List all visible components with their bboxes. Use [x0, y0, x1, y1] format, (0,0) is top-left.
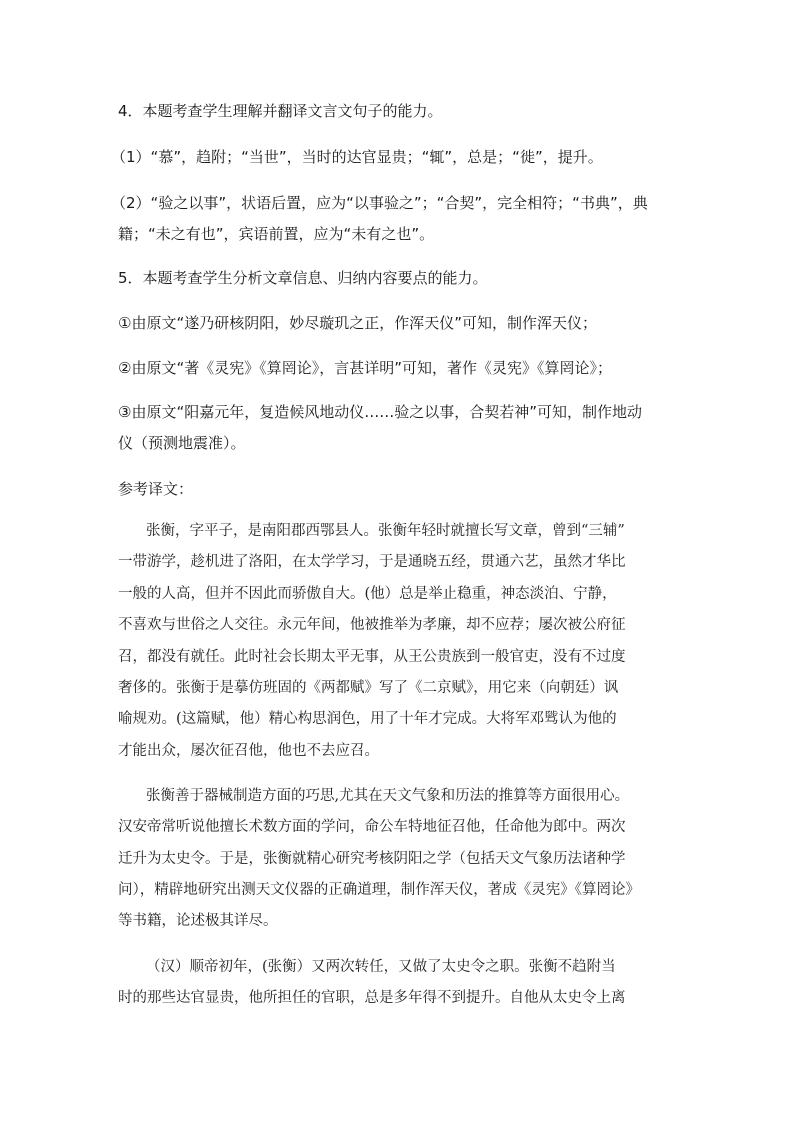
translation-p2-line: 等书籍，论述极其详尽。: [118, 913, 278, 929]
translation-p2-line: 张衡善于器械制造方面的巧思,尤其在天文气象和历法的推算等方面很用心。: [146, 788, 630, 804]
translation-p1-line: 喻规劝。(这篇赋，他）精心构思润色，用了十年才完成。大将军邓骘认为他的: [118, 711, 617, 727]
translation-p1-line: 召，都没有就任。此时社会长期太平无事，从王公贵族到一般官吏，没有不过度: [118, 649, 626, 665]
translation-p1-line: 奢侈的。张衡于是摹仿班固的《两都赋》写了《二京赋》，用它来（向朝廷）讽: [118, 680, 619, 696]
q4-item-2-line-2: 籍；“未之有也”，宾语前置，应为“未有之也”。: [118, 225, 435, 243]
translation-p2-line: 迁升为太史令。于是，张衡就精心研究考核阴阳之学（包括天文气象历法诸种学: [118, 851, 626, 867]
q4-item-1: （1）“慕”，趋附；“当世”，当时的达官显贵；“辄”，总是；“徙”，提升。: [111, 148, 603, 166]
translation-p1-line: 一带游学，趁机进了洛阳，在太学学习，于是通晓五经，贯通六艺，虽然才华比: [118, 554, 626, 570]
translation-p3-line: 时的那些达官显贵，他所担任的官职，总是多年得不到提升。自他从太史令上离: [118, 990, 626, 1006]
translation-p1-line: 张衡，字平子，是南阳郡西鄂县人。张衡年轻时就擅长写文章，曾到“三辅”: [146, 523, 625, 539]
q5-title: 5．本题考查学生分析文章信息、归纳内容要点的能力。: [118, 269, 488, 287]
translation-p1-line: 不喜欢与世俗之人交往。永元年间，他被推举为孝廉，却不应荐；屡次被公府征: [118, 617, 626, 633]
q5-item-2: ②由原文“著《灵宪》《算罔论》，言甚详明”可知，著作《灵宪》《算罔论》；: [118, 359, 612, 377]
translation-p1-line: 一般的人高，但并不因此而骄傲自大。(他）总是举止稳重，神态淡泊、宁静，: [118, 586, 617, 602]
q5-item-1: ①由原文“遂乃研核阴阳，妙尽璇玑之正，作浑天仪”可知，制作浑天仪；: [118, 314, 597, 332]
q4-title: 4．本题考查学生理解并翻译文言文句子的能力。: [118, 102, 443, 120]
translation-p2-line: 问），精辟地研究出测天文仪器的正确道理，制作浑天仪，著成《灵宪》《算罔论》: [118, 882, 640, 898]
translation-p2-line: 汉安帝常听说他擅长术数方面的学问，命公车特地征召他，任命他为郎中。两次: [118, 819, 626, 835]
translation-heading: 参考译文：: [118, 480, 194, 498]
q5-item-3-line-2: 仪（预测地震准）。: [118, 434, 246, 452]
q4-item-2-line-1: （2）“验之以事”，状语后置，应为“以事验之”；“合契”，完全相符；“书典”，典: [111, 194, 648, 212]
translation-p1-line: 才能出众，屡次征召他，他也不去应召。: [118, 743, 379, 759]
translation-p3-line: （汉）顺帝初年，(张衡）又两次转任，又做了太史令之职。张衡不趋附当: [146, 959, 616, 975]
q5-item-3-line-1: ③由原文“阳嘉元年，复造候风地动仪……验之以事，合契若神”可知，制作地动: [118, 403, 642, 421]
